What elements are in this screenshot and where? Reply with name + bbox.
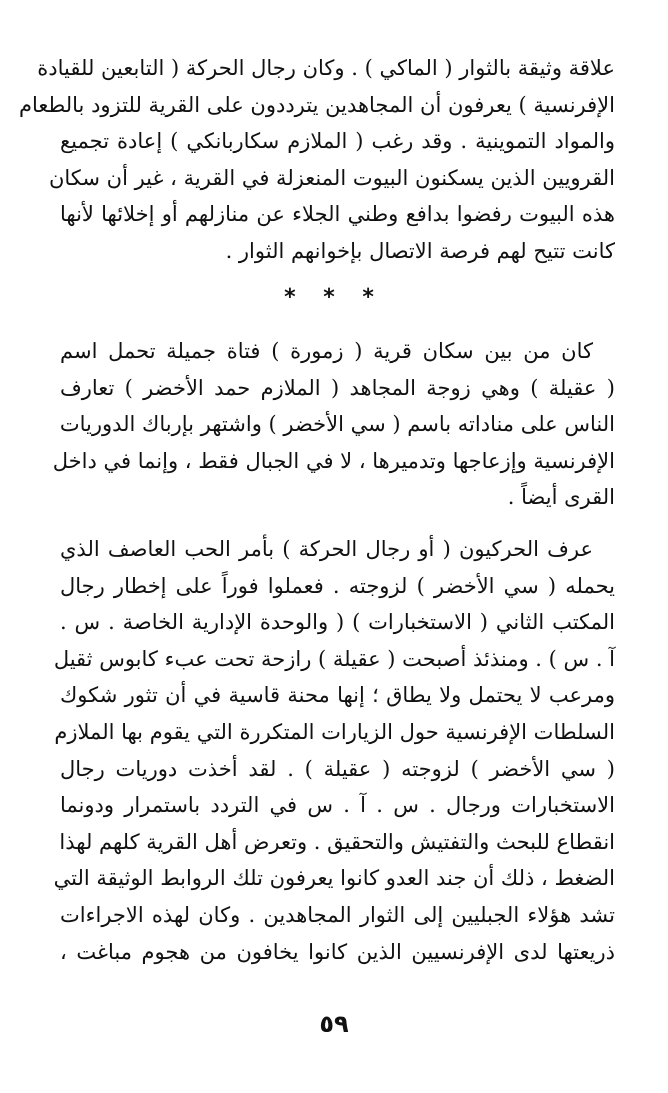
page-number: ٥٩ — [319, 1010, 349, 1038]
text-line: ذريعتها لدى الإفرنسيين الذين كانوا يخافون من هجوم مباغت ، — [60, 939, 615, 964]
text-line: المكتب الثاني ( الاستخبارات ) ( والوحدة الإدارية الخاصة . س . — [60, 610, 615, 635]
paragraph-3 — [53, 531, 615, 970]
text-line: كانت تتيح لهم فرصة الاتصال بإخوانهم الثوار . — [225, 238, 615, 263]
text-line: آ . س ) . ومنذئذ أصبحت ( عقيلة ) رازحة تحت عبء كابوس ثقيل — [53, 646, 615, 671]
text-line: علاقة وثيقة بالثوار ( الماكي ) . وكان رجال الحركة ( التابعين للقيادة — [37, 56, 615, 80]
text-line: يحمله ( سي الأخضر ) لزوجته . فعملوا فوراً على إخطار رجال — [60, 573, 615, 598]
text-line: القرى أيضاً . — [507, 485, 615, 510]
text-line: الإفرنسية ) يعرفون أن المجاهدين يترددون على القرية للتزود بالطعام — [19, 92, 615, 117]
text-line: الضغط ، ذلك أن جند العدو كانوا يعرفون تلك الروابط الوثيقة التي — [53, 866, 615, 891]
text-line: والمواد التموينية . وقد رغب ( الملازم سكاربانكي ) إعادة تجميع — [60, 129, 615, 154]
text-line: السلطات الإفرنسية حول الزيارات المتكررة التي يقوم بها الملازم — [54, 719, 615, 744]
paragraph-1 — [19, 50, 615, 270]
text-line: ( عقيلة ) وهي زوجة المجاهد ( الملازم حمد الأخضر ) تعارف — [60, 375, 615, 400]
text-line: الإفرنسية وإزعاجها وتدميرها ، لا في الجبال فقط ، وإنما في داخل — [52, 448, 615, 473]
text-line: عرف الحركيون ( أو رجال الحركة ) بأمر الحب العاصف الذي — [60, 537, 593, 561]
text-line: ومرعب لا يحتمل ولا يطاق ؛ إنها محنة قاسية في أن تثور شكوك — [60, 683, 615, 708]
text-line: الاستخبارات ورجال . س . آ . س في التردد باستمرار ودونما — [60, 793, 615, 818]
text-line: تشد هؤلاء الجبليين إلى الثوار المجاهدين . وكان لهذه الاجراءات — [60, 902, 615, 927]
text-line: هذه البيوت رفضوا بدافع وطني الجلاء عن منازلهم أو إخلائها لأنها — [60, 202, 615, 227]
text-line: كان من بين سكان قرية ( زمورة ) فتاة جميلة تحمل اسم — [60, 339, 593, 363]
section-separator: * * * — [284, 285, 384, 310]
text-line: ( سي الأخضر ) لزوجته ( عقيلة ) . لقد أخذت دوريات رجال — [60, 756, 615, 781]
paragraph-2 — [52, 333, 615, 516]
text-line: انقطاع للبحث والتفتيش والتحقيق . وتعرض أهل القرية كلهم لهذا — [59, 829, 615, 854]
text-line: القرويين الذين يسكنون البيوت المنعزلة في القرية ، غير أن سكان — [48, 165, 615, 190]
text-line: الناس على مناداته باسم ( سي الأخضر ) واشتهر بإرباك الدوريات — [59, 412, 615, 437]
